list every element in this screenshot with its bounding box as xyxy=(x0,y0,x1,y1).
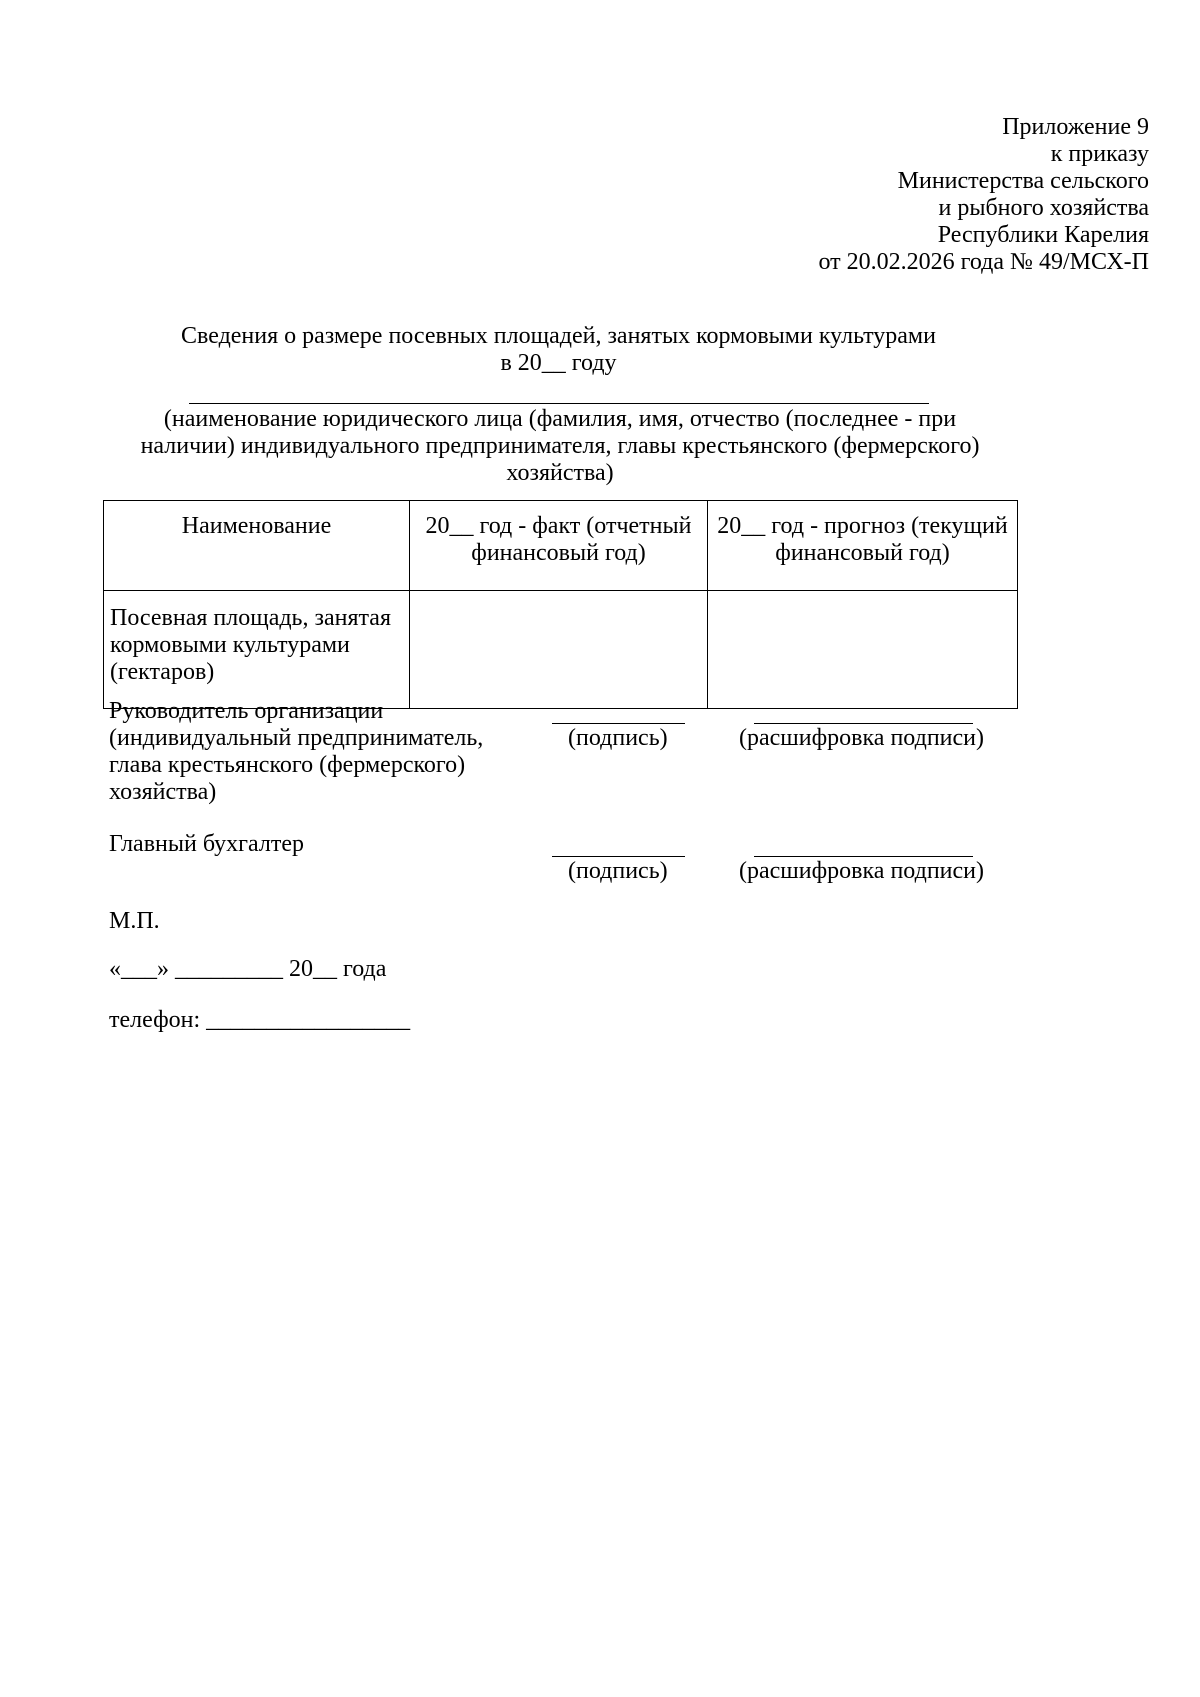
cell-forecast-value[interactable] xyxy=(708,591,1018,709)
sown-area-table xyxy=(103,500,1018,709)
accountant-decoding-caption: (расшифровка подписи) xyxy=(739,858,984,884)
chief-accountant-label: Главный бухгалтер xyxy=(109,831,304,857)
phone-line[interactable]: телефон: _________________ xyxy=(109,1007,411,1033)
appendix-number: Приложение 9 xyxy=(1002,114,1149,140)
head-signature-caption: (подпись) xyxy=(568,725,668,751)
entity-name-caption xyxy=(80,406,1040,487)
row-label-sown-area: Посевная площадь, занятая кормовыми культурами (гектаров) xyxy=(104,591,410,709)
head-decoding-line[interactable] xyxy=(754,723,973,724)
table-header-row xyxy=(104,501,1018,591)
head-label-line-4: хозяйства) xyxy=(109,779,217,805)
accountant-signature-line[interactable] xyxy=(552,856,685,857)
order-reference-line: к приказу xyxy=(1050,141,1149,167)
republic-line: Республики Карелия xyxy=(937,222,1149,248)
head-decoding-caption: (расшифровка подписи) xyxy=(739,725,984,751)
head-label-line-1: Руководитель организации xyxy=(109,698,384,724)
table-row xyxy=(104,591,1018,709)
head-label-line-2: (индивидуальный предприниматель, xyxy=(109,725,484,751)
entity-name-blank-line xyxy=(189,403,929,404)
form-title xyxy=(100,323,1017,377)
head-signature-line[interactable] xyxy=(552,723,685,724)
entity-caption-line-3: хозяйства) xyxy=(506,460,614,486)
header-forecast-year: 20__ год - прогноз (текущий финансовый год) xyxy=(708,501,1018,591)
order-date-number: от 20.02.2026 года № 49/МСХ-П xyxy=(818,249,1149,275)
header-name: Наименование xyxy=(104,501,410,591)
accountant-decoding-line[interactable] xyxy=(754,856,973,857)
form-title-line-1: Сведения о размере посевных площадей, занятых кормовыми культурами xyxy=(181,323,936,349)
head-label-line-3: глава крестьянского (фермерского) xyxy=(109,752,466,778)
date-line[interactable]: «___» _________ 20__ года xyxy=(109,956,387,982)
stamp-place: М.П. xyxy=(109,908,160,934)
accountant-signature-caption: (подпись) xyxy=(568,858,668,884)
head-of-organization-label xyxy=(109,698,483,806)
order-reference-header xyxy=(818,114,1149,276)
ministry-line-1: Министерства сельского xyxy=(897,168,1149,194)
header-fact-year: 20__ год - факт (отчетный финансовый год) xyxy=(410,501,708,591)
entity-caption-line-2: наличии) индивидуального предпринимателя, главы крестьянского (фермерского) xyxy=(140,433,980,459)
cell-fact-value[interactable] xyxy=(410,591,708,709)
entity-caption-line-1: (наименование юридического лица (фамилия, имя, отчество (последнее - при xyxy=(163,406,957,432)
form-title-year: в 20__ году xyxy=(500,350,617,376)
ministry-line-2: и рыбного хозяйства xyxy=(938,195,1149,221)
